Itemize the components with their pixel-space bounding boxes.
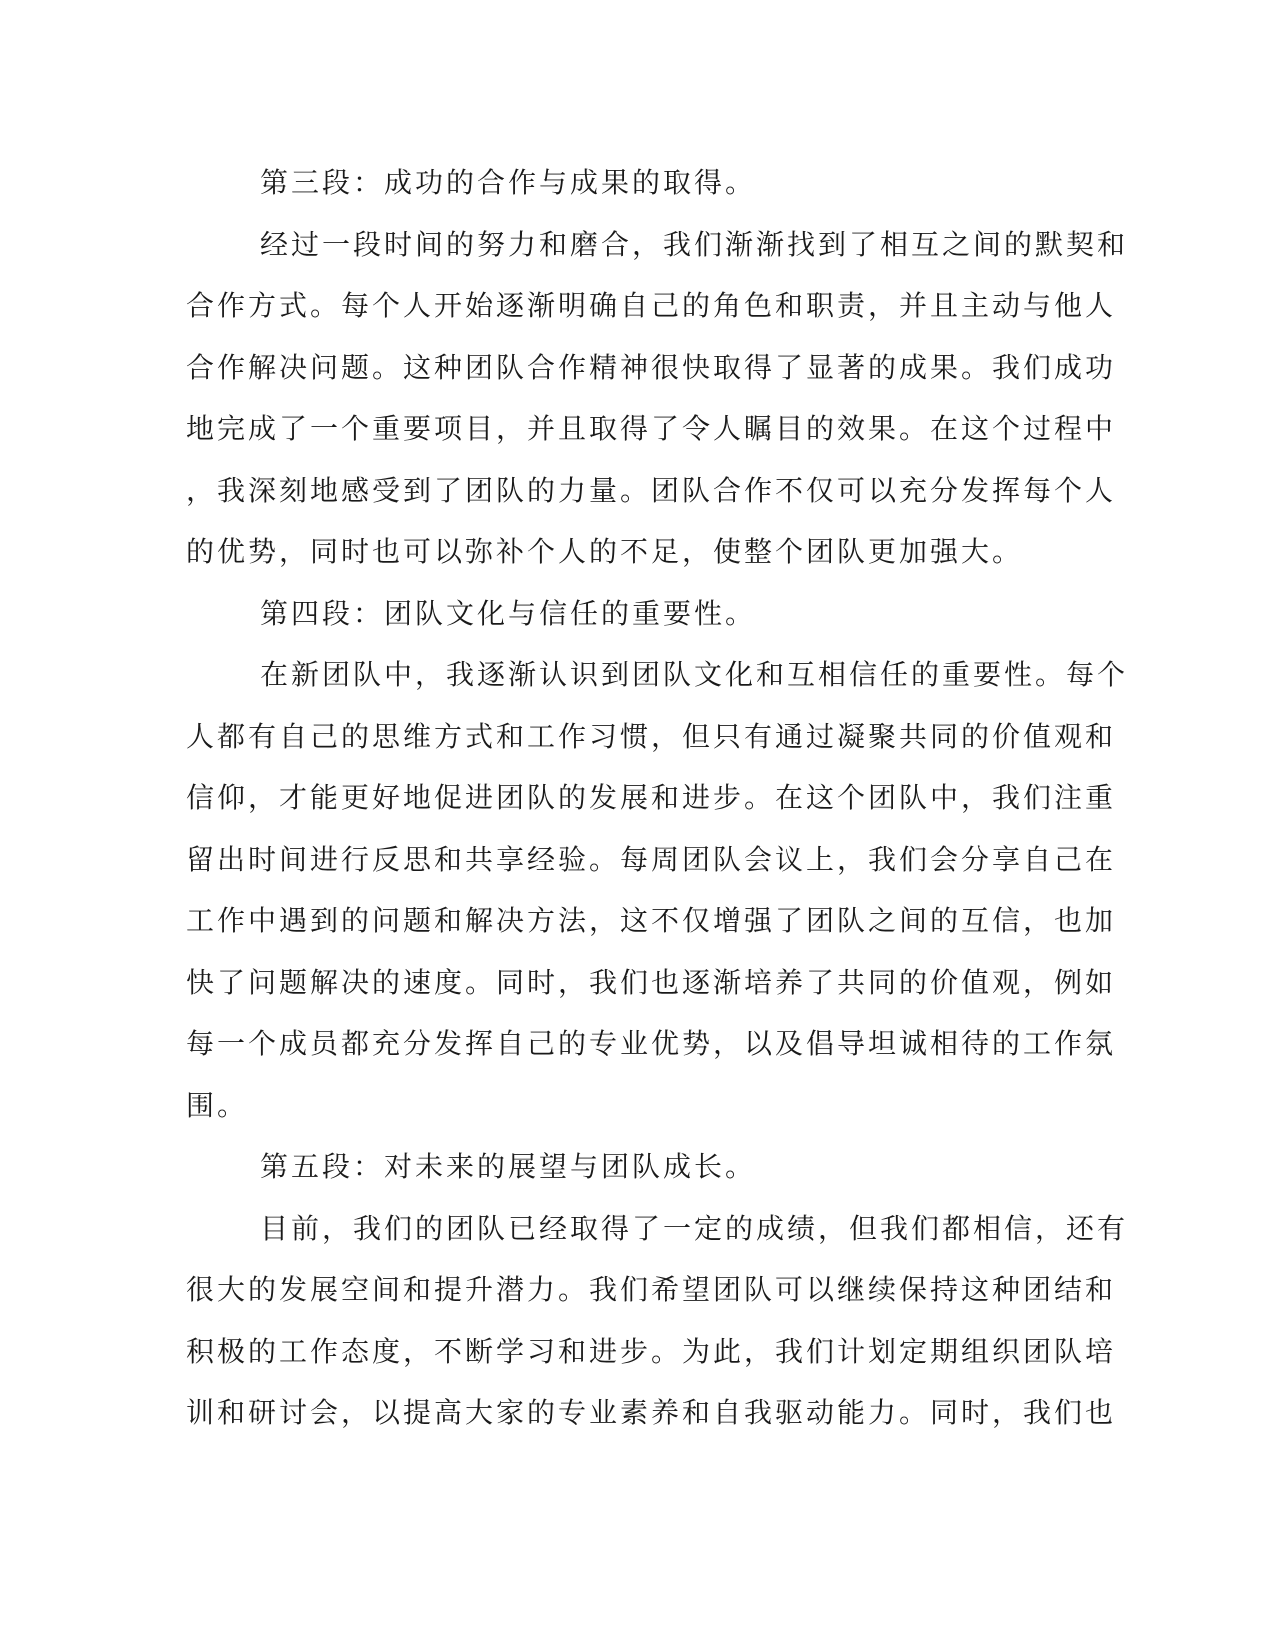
paragraph-line: 目前，我们的团队已经取得了一定的成绩，但我们都相信，还有	[260, 1211, 1129, 1245]
paragraph-line: 信仰，才能更好地促进团队的发展和进步。在这个团队中，我们注重	[186, 781, 1117, 814]
paragraph-line: 经过一段时间的努力和磨合，我们渐渐找到了相互之间的默契和	[260, 227, 1129, 261]
paragraph-line: 人都有自己的思维方式和工作习惯，但只有通过凝聚共同的价值观和	[186, 719, 1117, 753]
paragraph-line: 的优势，同时也可以弥补个人的不足，使整个团队更加强大。	[186, 535, 1024, 568]
section-heading-4: 第四段：团队文化与信任的重要性。	[260, 596, 757, 630]
paragraph-line: 地完成了一个重要项目，并且取得了令人瞩目的效果。在这个过程中	[186, 412, 1117, 445]
paragraph-line: 训和研讨会，以提高大家的专业素养和自我驱动能力。同时，我们也	[186, 1396, 1117, 1429]
paragraph-line: 留出时间进行反思和共享经验。每周团队会议上，我们会分享自己在	[186, 842, 1117, 876]
paragraph-line: 在新团队中，我逐渐认识到团队文化和互相信任的重要性。每个	[260, 658, 1129, 691]
paragraph-line: 每一个成员都充分发挥自己的专业优势，以及倡导坦诚相待的工作氛	[186, 1027, 1117, 1060]
paragraph-line: 很大的发展空间和提升潜力。我们希望团队可以继续保持这种团结和	[186, 1273, 1117, 1306]
section-heading-3: 第三段：成功的合作与成果的取得。	[260, 166, 757, 199]
paragraph-line: ，我深刻地感受到了团队的力量。团队合作不仅可以充分发挥每个人	[186, 473, 1117, 507]
paragraph-line: 快了问题解决的速度。同时，我们也逐渐培养了共同的价值观，例如	[186, 965, 1117, 999]
document-body	[186, 152, 1129, 1444]
paragraph-line: 积极的工作态度，不断学习和进步。为此，我们计划定期组织团队培	[186, 1334, 1117, 1368]
paragraph-line: 工作中遇到的问题和解决方法，这不仅增强了团队之间的互信，也加	[186, 904, 1117, 937]
section-heading-5: 第五段：对未来的展望与团队成长。	[260, 1150, 757, 1183]
paragraph-line: 围。	[186, 1088, 249, 1122]
paragraph-line: 合作解决问题。这种团队合作精神很快取得了显著的成果。我们成功	[186, 350, 1117, 384]
paragraph-line: 合作方式。每个人开始逐渐明确自己的角色和职责，并且主动与他人	[186, 289, 1117, 322]
